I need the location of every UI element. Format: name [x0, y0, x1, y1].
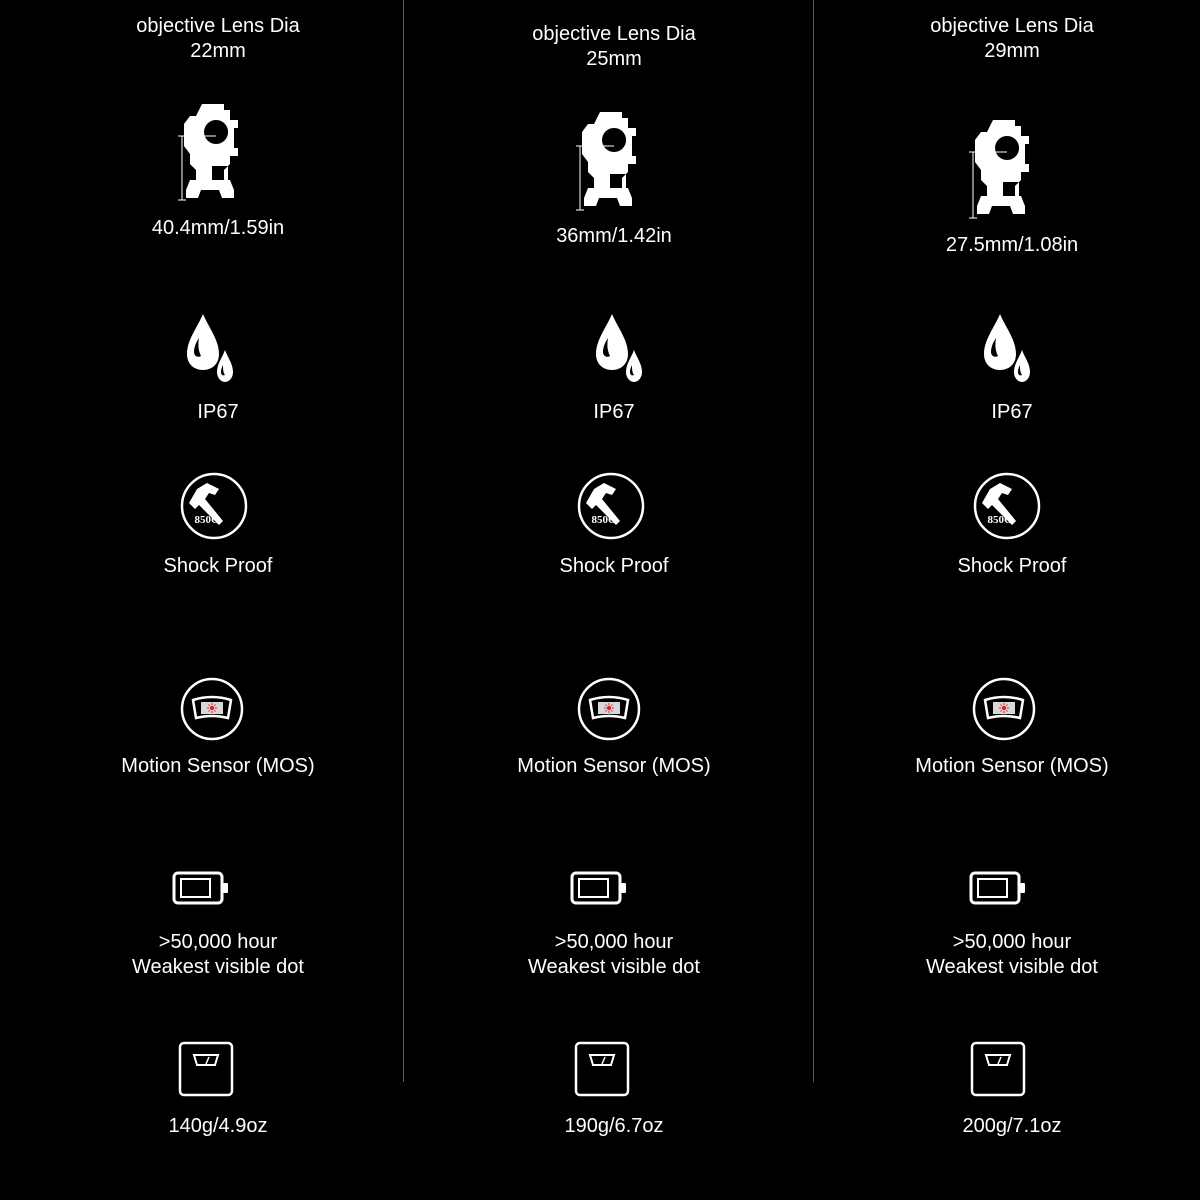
lens-diameter-title [414, 22, 814, 72]
hammer-icon [179, 471, 249, 541]
battery-condition: Weakest visible dot [528, 956, 700, 978]
battery-icon [969, 871, 1027, 905]
motion-sensor-label: Motion Sensor (MOS) [121, 755, 315, 777]
title-value: 22mm [190, 40, 246, 62]
battery-icon [172, 871, 230, 905]
title-label: objective Lens Dia [532, 23, 696, 45]
shock-icon-label: 850G [591, 514, 617, 526]
battery-hours: >50,000 hour [952, 931, 1072, 953]
spec-column-22mm [18, 0, 418, 1200]
motion-sensor-icon [576, 676, 642, 742]
height-value: 27.5mm/1.08in [945, 234, 1079, 256]
lens-diameter-title [812, 14, 1200, 64]
battery-hours: >50,000 hour [158, 931, 278, 953]
motion-sensor-label: Motion Sensor (MOS) [517, 755, 711, 777]
red-dot-sight-icon [574, 104, 664, 214]
red-dot-sight-icon [967, 112, 1057, 222]
weight-value: 200g/7.1oz [962, 1115, 1062, 1137]
shock-proof-label: Shock Proof [559, 555, 669, 577]
battery-condition: Weakest visible dot [926, 956, 1098, 978]
weighing-scale-icon [178, 1041, 234, 1097]
red-dot-sight-icon [176, 96, 266, 206]
weight-value: 140g/4.9oz [168, 1115, 268, 1137]
weighing-scale-icon [574, 1041, 630, 1097]
waterproof-rating: IP67 [991, 401, 1033, 423]
battery-life [18, 930, 418, 980]
title-value: 25mm [586, 48, 642, 70]
title-value: 29mm [984, 40, 1040, 62]
lens-diameter-title [18, 14, 418, 64]
motion-sensor-label: Motion Sensor (MOS) [915, 755, 1109, 777]
shock-icon-label: 850G [987, 514, 1013, 526]
battery-icon [570, 871, 628, 905]
title-label: objective Lens Dia [136, 15, 300, 37]
shock-proof-label: Shock Proof [957, 555, 1067, 577]
waterproof-rating: IP67 [197, 401, 239, 423]
title-label: objective Lens Dia [930, 15, 1094, 37]
shock-icon-label: 850G [194, 514, 220, 526]
battery-condition: Weakest visible dot [132, 956, 304, 978]
height-value: 40.4mm/1.59in [151, 217, 285, 239]
battery-hours: >50,000 hour [554, 931, 674, 953]
weighing-scale-icon [970, 1041, 1026, 1097]
water-drop-icon [980, 312, 1034, 384]
water-drop-icon [592, 312, 646, 384]
shock-proof-label: Shock Proof [163, 555, 273, 577]
water-drop-icon [183, 312, 237, 384]
spec-column-29mm [812, 0, 1200, 1200]
motion-sensor-icon [971, 676, 1037, 742]
hammer-icon [576, 471, 646, 541]
spec-column-25mm [414, 0, 814, 1200]
waterproof-rating: IP67 [593, 401, 635, 423]
hammer-icon [972, 471, 1042, 541]
motion-sensor-icon [179, 676, 245, 742]
weight-value: 190g/6.7oz [564, 1115, 664, 1137]
battery-life [812, 930, 1200, 980]
battery-life [414, 930, 814, 980]
height-value: 36mm/1.42in [556, 225, 672, 247]
